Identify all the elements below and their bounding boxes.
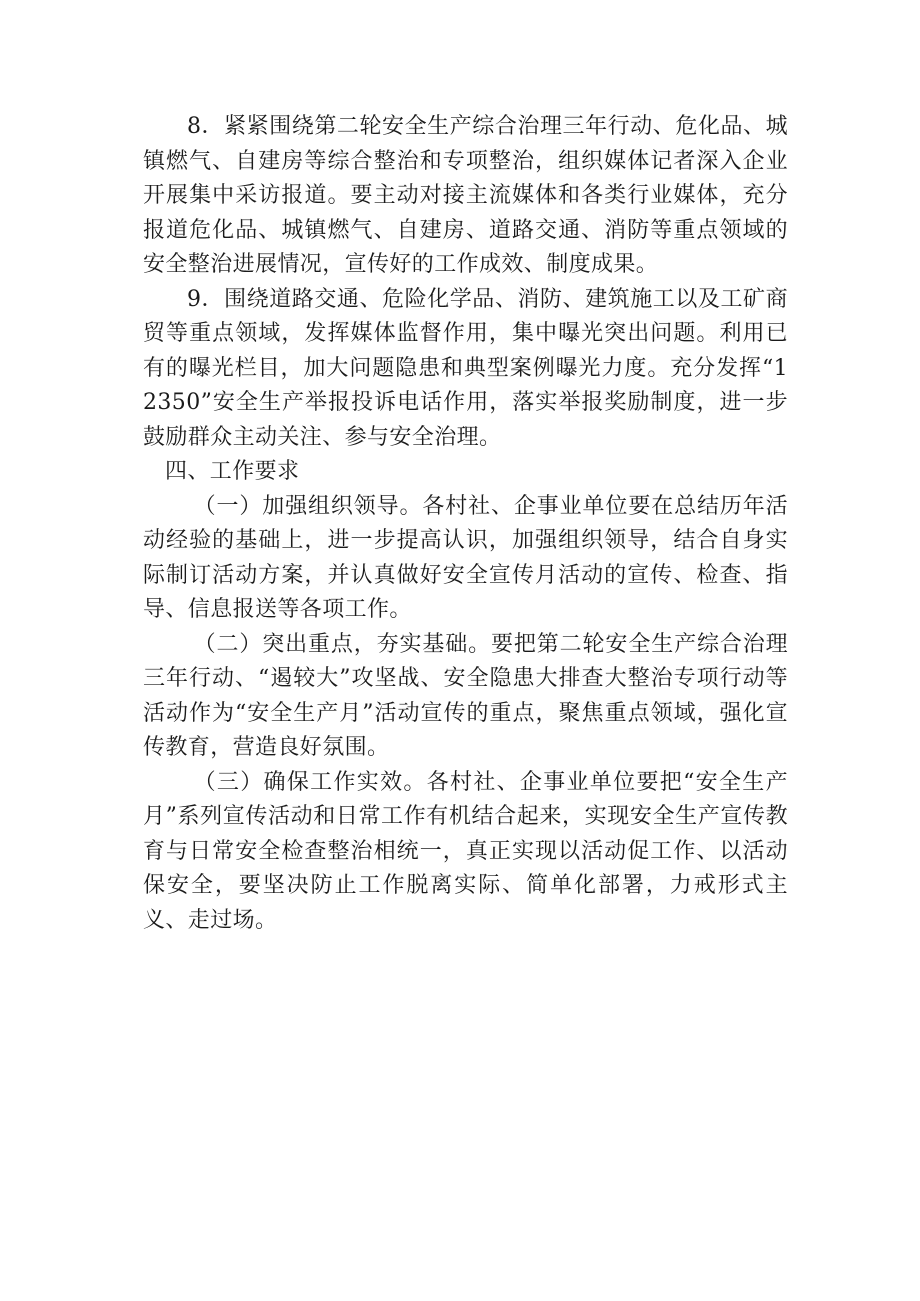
paragraph-item-8: 8．紧紧围绕第二轮安全生产综合治理三年行动、危化品、城镇燃气、自建房等综合整治和专项整治，组织媒体记者深入企业开展集中采访报道。要主动对接主流媒体和各类行业媒体，充分报道危化品、城镇燃气、自建房、道路交通、消防等重点领域的安全整治进展情况，宣传好的工作成效、制度成果。 <box>143 114 788 277</box>
requirement-1: （一）加强组织领导。各村社、企事业单位要在总结历年活动经验的基础上，进一步提高认识，加强组织领导，结合自身实际制订活动方案，并认真做好安全宣传月活动的宣传、检查、指导、信息报送等各项工作。 <box>143 493 788 622</box>
document-page <box>143 110 788 938</box>
requirement-3: （三）确保工作实效。各村社、企事业单位要把“安全生产月”系列宣传活动和日常工作有机结合起来，实现安全生产宣传教育与日常安全检查整治相统一，真正实现以活动促工作、以活动保安全，要坚决防止工作脱离实际、简单化部署，力戒形式主义、走过场。 <box>143 769 788 933</box>
paragraph-item-9: 9．围绕道路交通、危险化学品、消防、建筑施工以及工矿商贸等重点领域，发挥媒体监督作用，集中曝光突出问题。利用已有的曝光栏目，加大问题隐患和典型案例曝光力度。充分发挥“12350”安全生产举报投诉电话作用，落实举报奖励制度，进一步鼓励群众主动关注、参与安全治理。 <box>143 286 788 450</box>
requirement-2: （二）突出重点，夯实基础。要把第二轮安全生产综合治理三年行动、“遏较大”攻坚战、安全隐患大排查大整治专项行动等活动作为“安全生产月”活动宣传的重点，聚焦重点领域，强化宣传教育，营造良好氛围。 <box>143 631 788 760</box>
section-heading: 四、工作要求 <box>165 459 300 484</box>
